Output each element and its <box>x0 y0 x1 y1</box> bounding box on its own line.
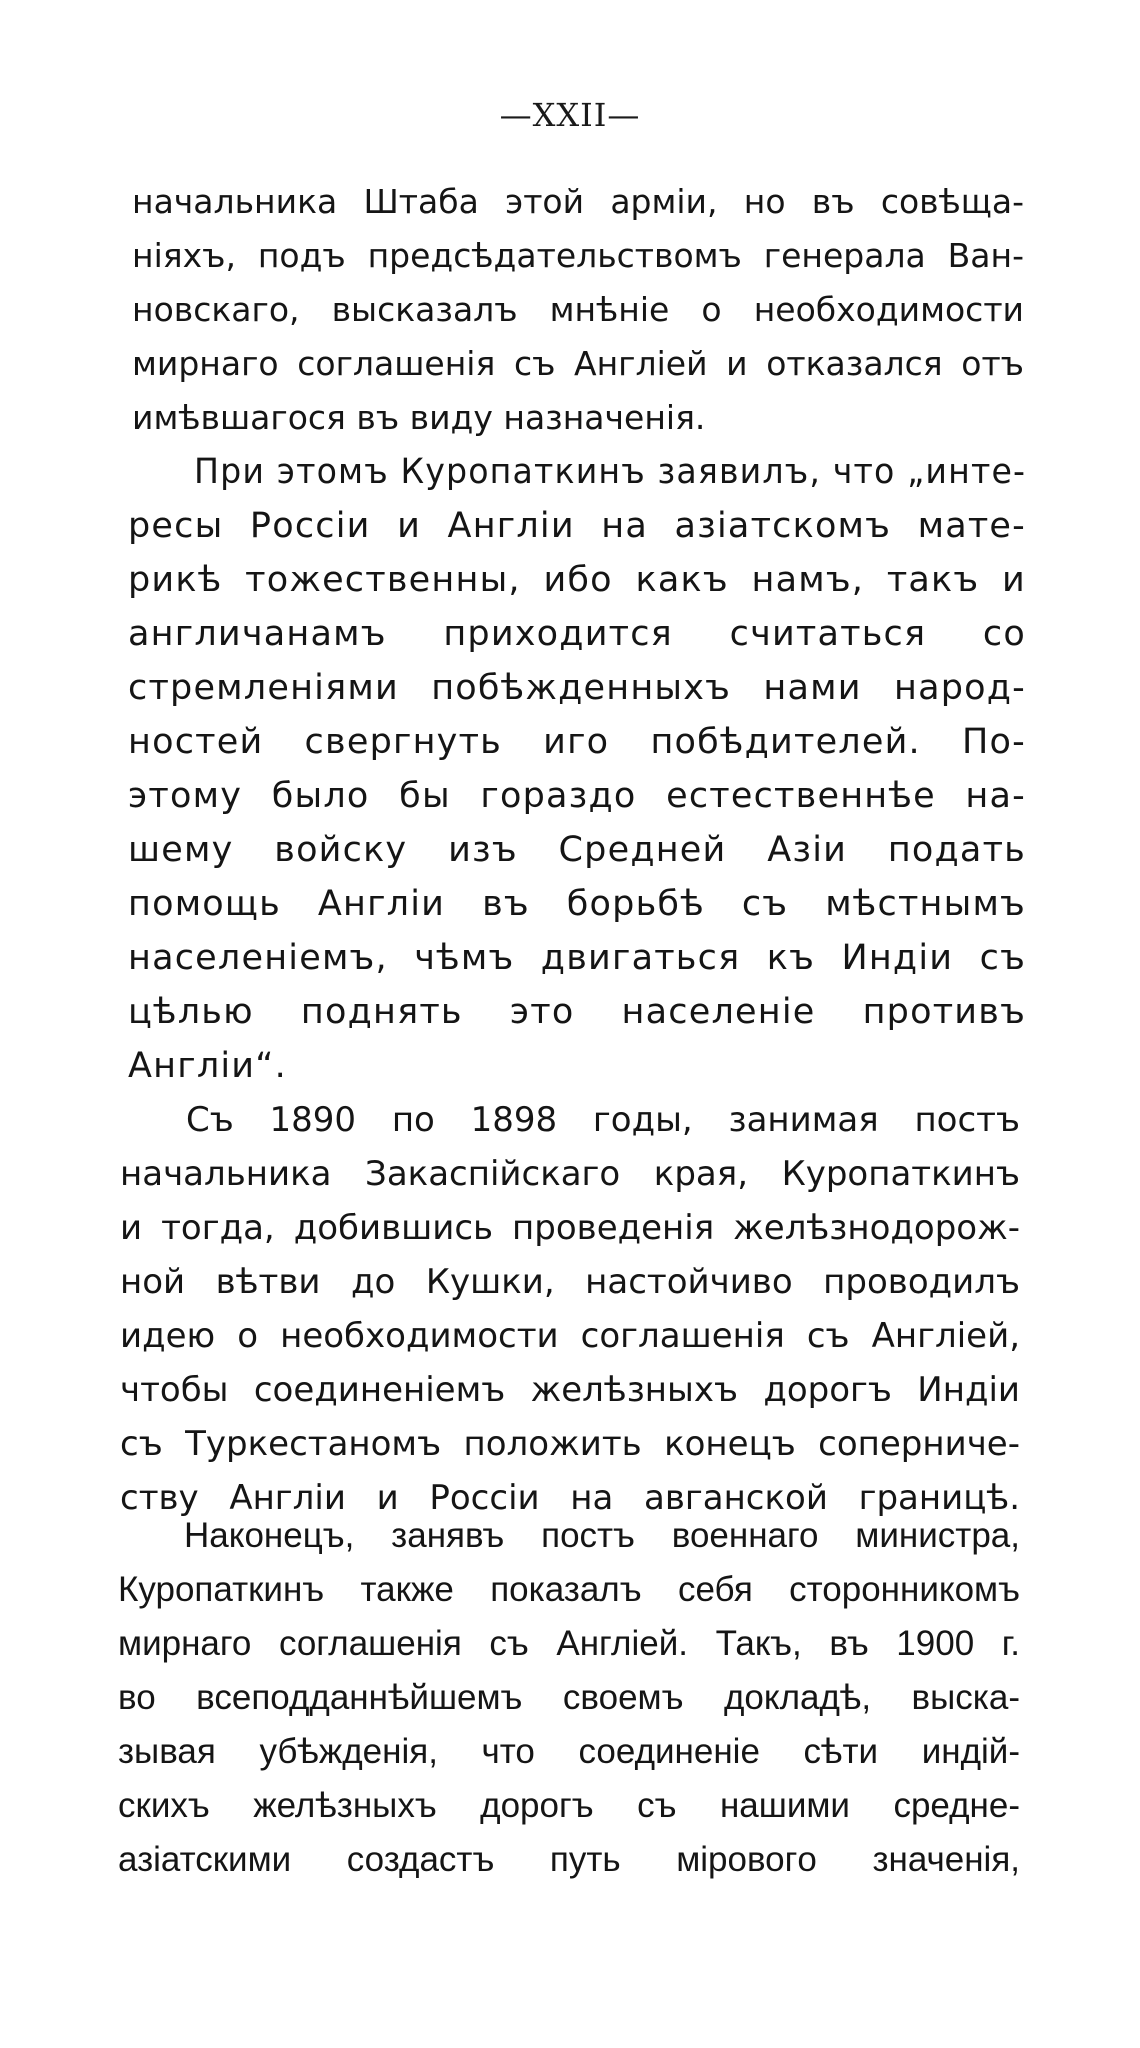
text-line: идею о необходимости соглашенія съ Англіей, <box>120 1316 1020 1356</box>
text-line: Съ 1890 по 1898 годы, занимая постъ <box>186 1100 1020 1140</box>
text-line: азіатскими создастъ путь міровогo значенія, <box>118 1840 1020 1879</box>
page-number: —XXII— <box>499 96 641 134</box>
text-line: Куропаткинъ также показалъ себя сторонникомъ <box>118 1570 1020 1609</box>
text-line: рикѣ тожественны, ибо какъ намъ, такъ и <box>128 560 1026 600</box>
text-line: ностей свергнуть иго побѣдителей. По- <box>128 722 1026 762</box>
text-line: ресы Россіи и Англіи на азіатскомъ мате- <box>128 506 1026 546</box>
text-line: ной вѣтви до Кушки, настойчиво проводилъ <box>120 1262 1020 1302</box>
text-line: начальника Штаба этой арміи, но въ совѣща- <box>132 182 1024 221</box>
text-line: зывая убѣжденія, что соединеніе сѣти индій- <box>118 1732 1020 1771</box>
text-line: шему войску изъ Средней Азіи подать <box>128 830 1026 870</box>
text-line: ству Англіи и Россіи на авганской границѣ. <box>120 1478 1020 1518</box>
text-line: во всеподданнѣйшемъ своемъ докладѣ, выска- <box>118 1678 1020 1717</box>
text-line: начальника Закаспійскаго края, Куропаткинъ <box>120 1154 1020 1194</box>
text-line: помощь Англіи въ борьбѣ съ мѣстнымъ <box>128 884 1026 924</box>
text-line: этому было бы гораздо естественнѣе на- <box>128 776 1026 816</box>
text-line: скихъ желѣзныхъ дорогъ съ нашими средне- <box>118 1786 1020 1825</box>
text-line: имѣвшагося въ виду назначенія. <box>132 398 706 437</box>
text-line: и тогда, добившись проведенія желѣзнодорож- <box>120 1208 1020 1248</box>
text-line: съ Туркестаномъ положить конецъ соперниче- <box>120 1424 1020 1464</box>
text-line: мирнаго соглашенія съ Англіей. Такъ, въ 1900 г. <box>118 1624 1020 1663</box>
text-line: англичанамъ приходится считаться со <box>128 614 1026 654</box>
text-line: При этомъ Куропаткинъ заявилъ, что „инте- <box>194 452 1027 492</box>
text-line: чтобы соединеніемъ желѣзныхъ дорогъ Индіи <box>120 1370 1020 1410</box>
text-line: Наконецъ, занявъ постъ военнаго министра, <box>184 1516 1020 1555</box>
text-line: стремленіями побѣжденныхъ нами народ- <box>128 668 1026 708</box>
text-line: цѣлью поднять это населеніе противъ <box>128 992 1026 1032</box>
text-line: ніяхъ, подъ предсѣдательствомъ генерала Ван- <box>132 236 1024 275</box>
text-line: Англіи“. <box>128 1046 287 1086</box>
text-line: новскаго, высказалъ мнѣніе о необходимости <box>132 290 1024 329</box>
text-line: населеніемъ, чѣмъ двигаться къ Индіи съ <box>128 938 1026 978</box>
text-line: мирнаго соглашенія съ Англіей и отказался отъ <box>132 344 1024 383</box>
